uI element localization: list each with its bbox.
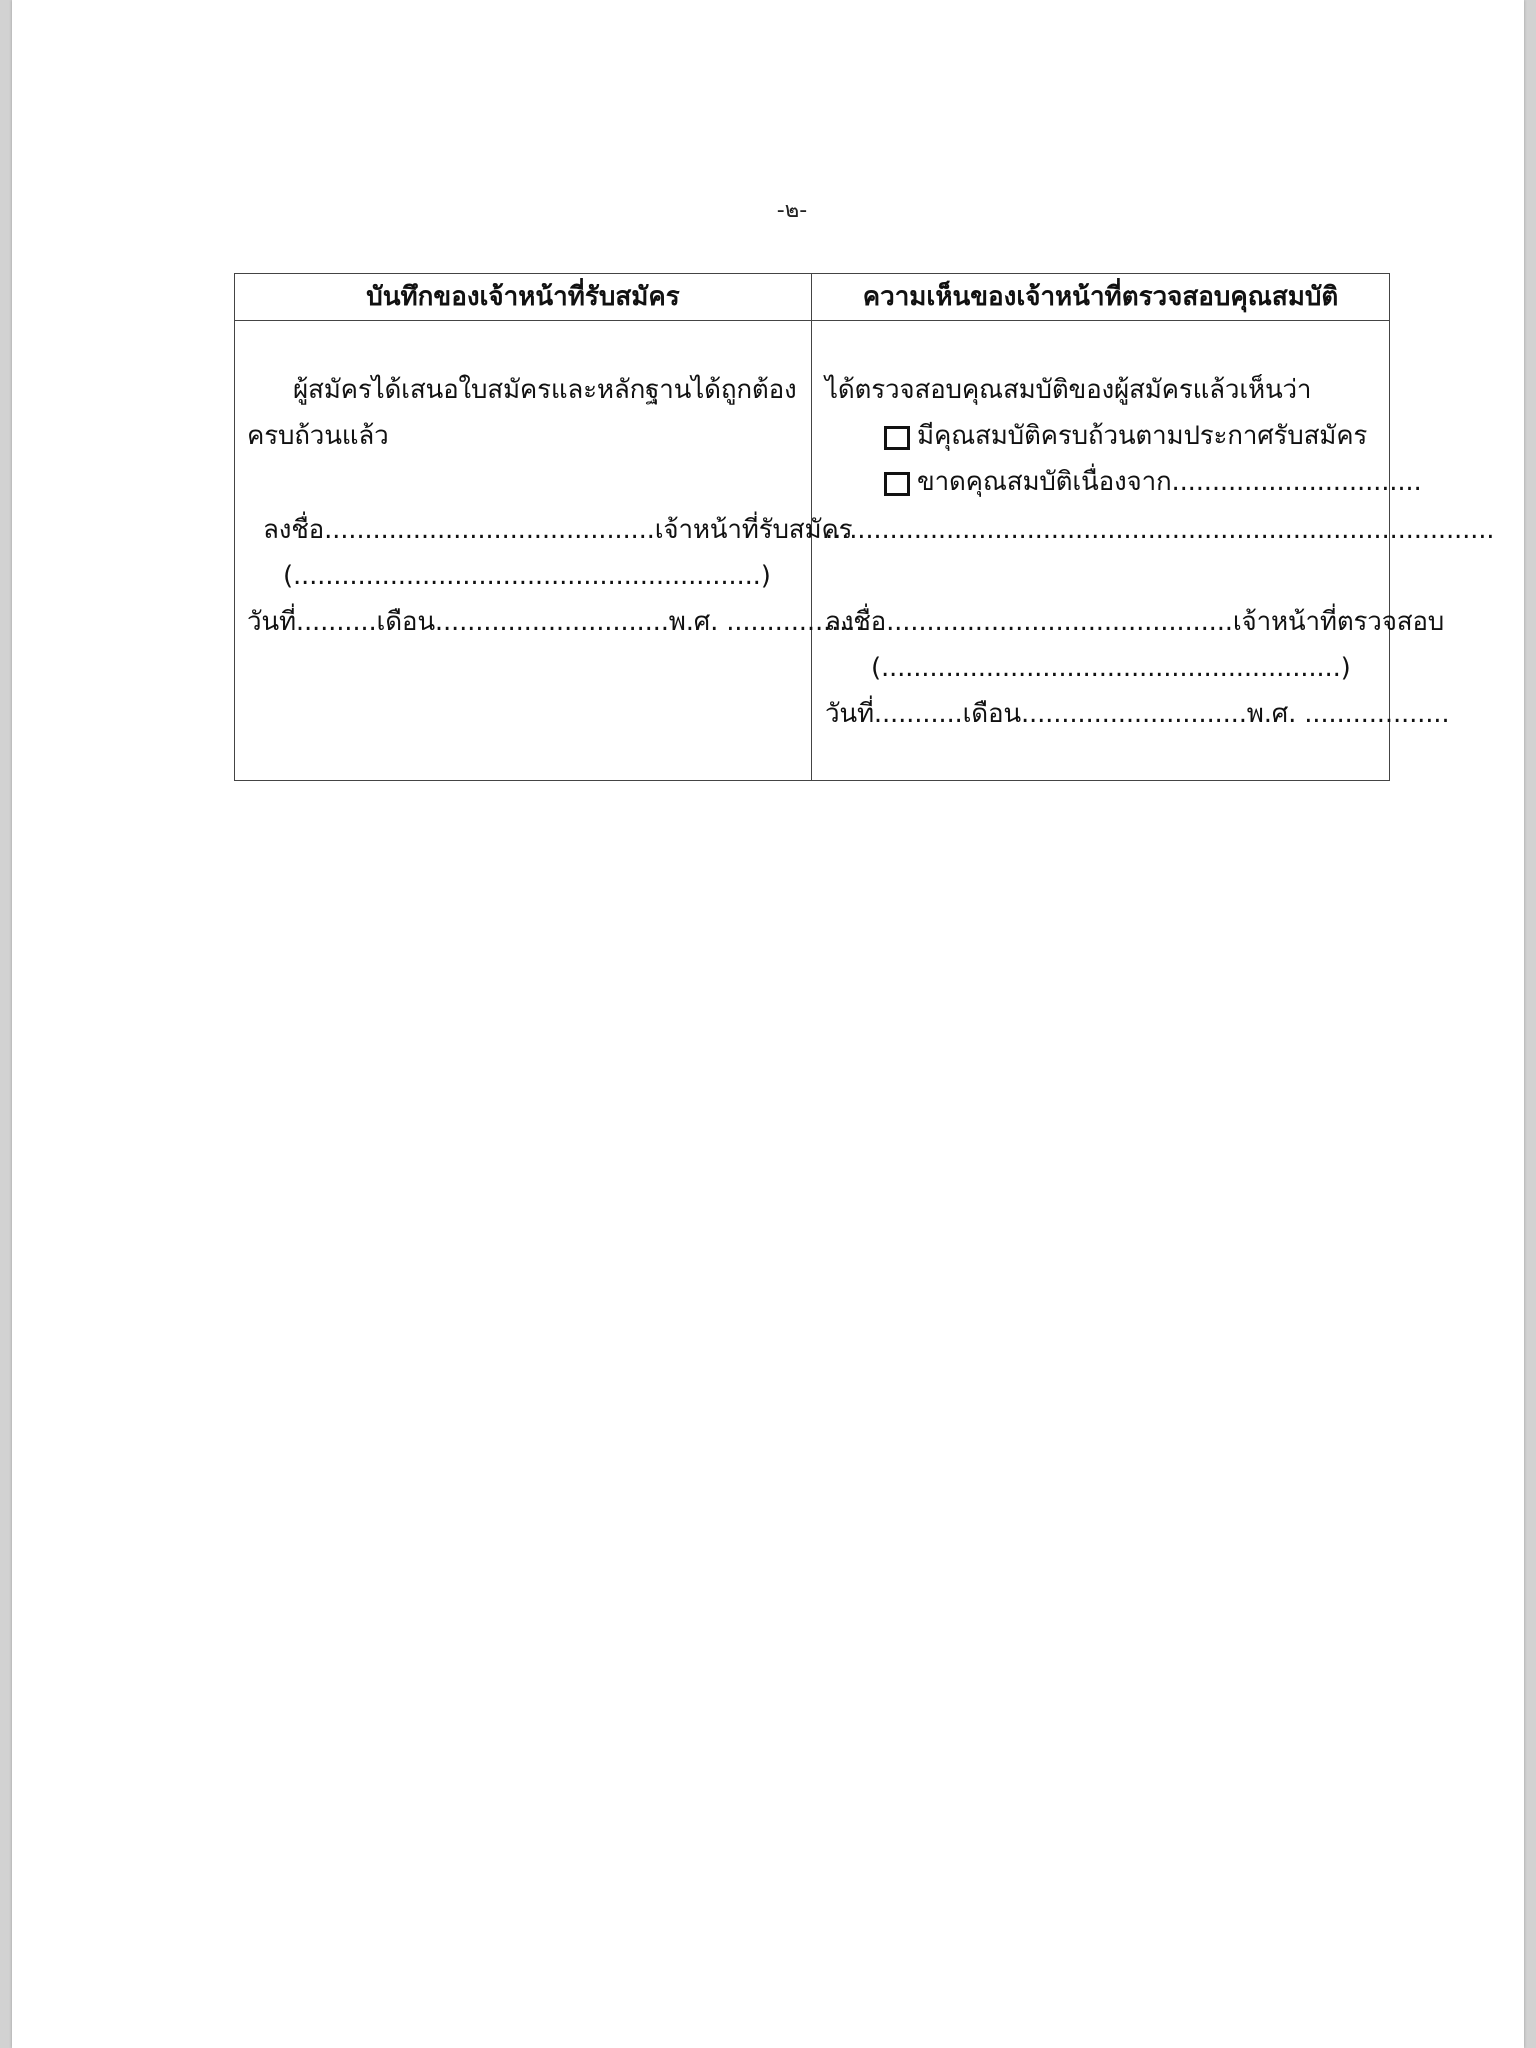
document-page xyxy=(12,0,1524,2048)
qualified-checkbox[interactable] xyxy=(884,426,910,450)
left-date-line: วันที่..........เดือน.............................พ.ศ. ................. xyxy=(247,607,864,637)
right-intro: ได้ตรวจสอบคุณสมบัติของผู้สมัครแล้วเห็นว่า xyxy=(825,375,1312,405)
right-signature-line: ลงชื่อ...........................................เจ้าหน้าที่ตรวจสอบ xyxy=(825,607,1445,637)
left-name-line: (..........................................................) xyxy=(283,561,771,591)
unqualified-checkbox[interactable] xyxy=(884,472,910,496)
right-date-line: วันที่...........เดือน............................พ.ศ. .................. xyxy=(825,699,1450,729)
page-number: -๒- xyxy=(776,198,808,223)
application-record-table xyxy=(234,273,1495,781)
right-column-header: ความเห็นของเจ้าหน้าที่ตรวจสอบคุณสมบัติ xyxy=(862,282,1339,312)
left-column-header: บันทึกของเจ้าหน้าที่รับสมัคร xyxy=(366,282,680,312)
right-name-line: (.........................................................) xyxy=(871,653,1351,683)
left-paragraph-line1: ผู้สมัครได้เสนอใบสมัครและหลักฐานได้ถูกต้อง xyxy=(293,375,797,405)
left-signature-line: ลงชื่อ.........................................เจ้าหน้าที่รับสมัคร xyxy=(263,515,853,545)
right-continuation-line: ................................................................................... xyxy=(825,515,1495,545)
header-divider xyxy=(235,320,1389,321)
left-paragraph-line2: ครบถ้วนแล้ว xyxy=(247,421,389,451)
option-unqualified-label: ขาดคุณสมบัติเนื่องจาก............................... xyxy=(917,467,1422,497)
option-qualified-label: มีคุณสมบัติครบถ้วนตามประกาศรับสมัคร xyxy=(917,421,1368,451)
